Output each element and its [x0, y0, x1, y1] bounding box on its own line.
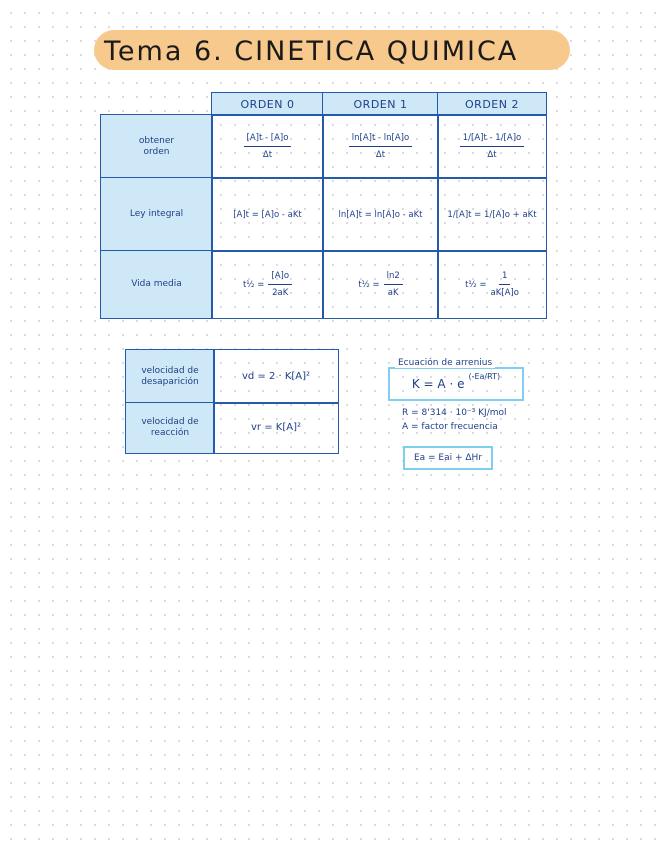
fraction-numerator: ln[A]t - ln[A]o: [349, 132, 412, 147]
cell-order2-rate: [437, 114, 547, 179]
rate-formula-reaccion: vr = K[A]²: [213, 402, 339, 454]
arrhenius-heading: Ecuación de arrenius: [395, 358, 495, 368]
fraction-denominator: Δt: [262, 150, 273, 160]
rate-label-text: velocidad de reacción: [141, 417, 199, 438]
arrhenius-r-line: R = 8'314 · 10⁻³ KJ/mol: [402, 408, 507, 418]
fraction-numerator: [A]o: [268, 270, 292, 285]
halflife-lhs: t½ =: [242, 279, 265, 290]
arrhenius-exponent: (-Ea/RT): [468, 371, 501, 381]
page-title: Tema 6. CINETICA QUIMICA: [104, 36, 519, 67]
row-label-obtener-orden: [100, 114, 213, 179]
fraction: [490, 270, 518, 299]
rate-label-reaccion: [125, 402, 215, 454]
cell-order0-integral: [A]t = [A]o - aKt: [211, 177, 324, 252]
row-label-ley-integral: [100, 177, 213, 252]
fraction: [349, 132, 412, 161]
cell-order0-rate: [211, 114, 324, 179]
fraction-denominator: 2aK: [272, 288, 289, 298]
halflife-lhs: t½ =: [358, 279, 380, 290]
fraction-numerator: [A]t - [A]o: [244, 132, 292, 147]
cell-order1-rate: [322, 114, 439, 179]
fraction-denominator: aK[A]o: [490, 288, 519, 298]
rate-label-text: velocidad de desaparición: [141, 365, 199, 387]
arrhenius-formula: K = A · e: [411, 377, 465, 391]
cell-order2-halflife: [437, 250, 547, 319]
row-label-text: Ley integral: [129, 209, 184, 219]
cell-order0-halflife: [211, 250, 324, 319]
fraction: [244, 132, 292, 161]
cell-order1-halflife: [322, 250, 439, 319]
header-orden-0: ORDEN 0: [211, 92, 324, 116]
fraction-numerator: ln2: [384, 270, 403, 285]
row-label-vida-media: [100, 250, 213, 319]
fraction-denominator: Δt: [487, 150, 497, 160]
header-orden-1: ORDEN 1: [322, 92, 439, 116]
fraction-denominator: Δt: [375, 150, 386, 160]
fraction: [384, 270, 403, 299]
activation-energy-box: Ea = Eai + ΔHr: [403, 446, 493, 470]
halflife-lhs: t½ =: [465, 279, 487, 290]
fraction: [268, 270, 292, 299]
arrhenius-box: [388, 367, 524, 401]
rate-label-desaparicion: [125, 349, 215, 404]
rate-formula-desaparicion: vd = 2 · K[A]²: [213, 349, 339, 404]
cell-order2-integral: 1/[A]t = 1/[A]o + aKt: [437, 177, 547, 252]
arrhenius-a-line: A = factor frecuencia: [402, 422, 498, 432]
row-label-text: Vida media: [131, 279, 182, 289]
fraction-numerator: 1: [499, 270, 510, 285]
fraction: [460, 132, 524, 161]
fraction-numerator: 1/[A]t - 1/[A]o: [460, 132, 524, 147]
fraction-denominator: aK: [387, 288, 399, 298]
header-orden-2: ORDEN 2: [437, 92, 547, 116]
row-label-text: obtener orden: [138, 135, 175, 157]
cell-order1-integral: ln[A]t = ln[A]o - aKt: [322, 177, 439, 252]
